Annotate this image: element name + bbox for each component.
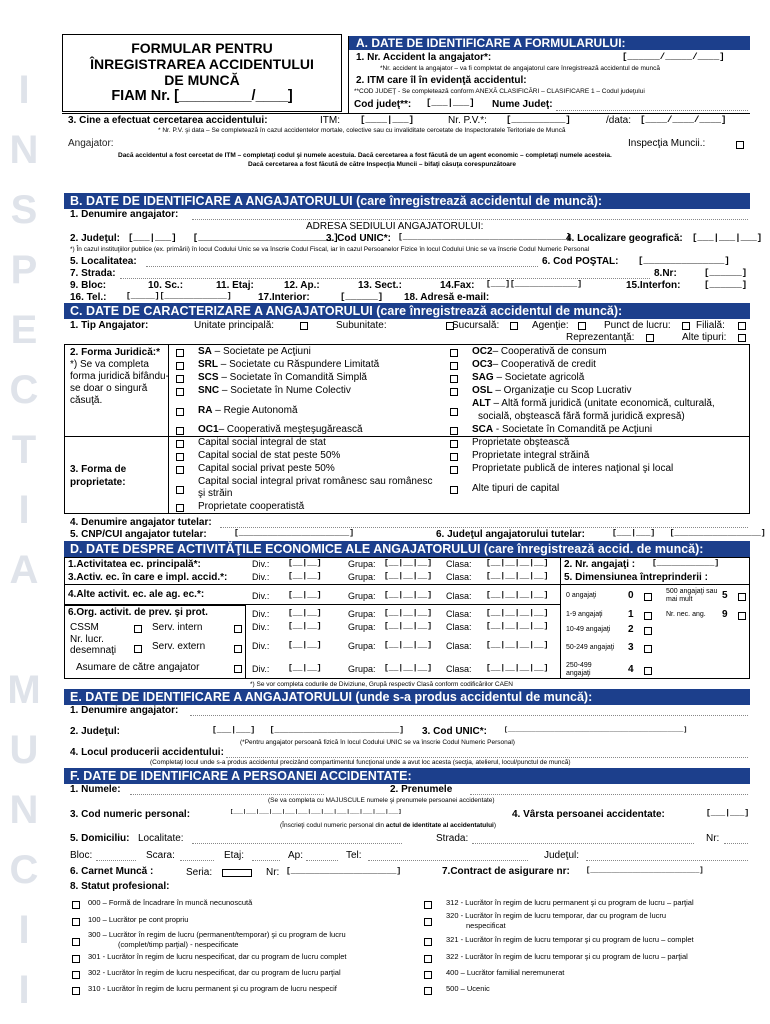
clasa-label: Clasa:: [446, 609, 472, 619]
clasa-input[interactable]: [__|__|__|__]: [486, 622, 549, 631]
fp-privat50-checkbox[interactable]: [176, 466, 184, 474]
locul-line[interactable]: [226, 757, 748, 758]
fj-oc2: OC2– Cooperativă de consum: [472, 346, 607, 357]
fp-stat: Capital social integral de stat: [198, 437, 326, 448]
sucursala-checkbox[interactable]: [510, 322, 518, 330]
localitate-line[interactable]: [192, 843, 402, 844]
scara-label: Scara:: [146, 850, 175, 861]
fj-oc3: OC3– Cooperativă de credit: [472, 359, 596, 370]
forma-note-line: *) Se va completa: [70, 359, 149, 370]
ap-label: 12. Ap.:: [284, 280, 320, 291]
cercetare-label: 3. Cine a efectuat cercetarea accidentului:: [68, 115, 268, 126]
div-label: Div.:: [252, 559, 270, 569]
grupa-label: Grupa:: [348, 559, 376, 569]
fp-coop: Proprietate cooperatistă: [198, 501, 305, 512]
forma-proprietate-label: 3. Forma de proprietate:: [70, 464, 127, 488]
cod-unic-input[interactable]: [__________________________________]: [398, 233, 571, 242]
tel-line[interactable]: [368, 860, 528, 861]
strada-line[interactable]: [120, 278, 650, 279]
statut-320: 320 - Lucrător în regim de lucru temporar, dar cu program de lucru: [446, 911, 667, 920]
clasa-label: Clasa:: [446, 572, 472, 582]
statut-301: 301 - Lucrător în regim de lucru nespecificat, dar cu program de lucru complet: [88, 952, 347, 961]
forma-note-line: forma juridică bifându-: [70, 371, 169, 382]
agentie-checkbox[interactable]: [578, 322, 586, 330]
tip-subunitate: Subunitate:: [336, 320, 387, 331]
statut-500: 500 – Ucenic: [446, 984, 490, 993]
clasa-input[interactable]: [__|__|__|__]: [486, 572, 549, 581]
fj-sca: SCA - Societate în Comandită pe Acţiuni: [472, 424, 653, 435]
nr-lucr-checkbox[interactable]: [134, 645, 142, 653]
dim-9-code: 9: [722, 609, 728, 620]
grupa-input[interactable]: [__|__|__]: [384, 559, 433, 568]
e-denumire-label: 1. Denumire angajator:: [70, 705, 179, 716]
serv-extern-checkbox[interactable]: [234, 645, 242, 653]
clasa-label: Clasa:: [446, 641, 472, 651]
bloc-line[interactable]: [96, 860, 136, 861]
section-e-header: E. DATE DE IDENTIFICARE A ANGAJATORULUI (unde s-a produs accidentul de muncă):: [64, 689, 750, 705]
statut-321-checkbox[interactable]: [424, 938, 432, 946]
grupa-label: Grupa:: [348, 664, 376, 674]
bloc-label: Bloc:: [70, 850, 93, 861]
scara-line[interactable]: [180, 860, 214, 861]
clasa-label: Clasa:: [446, 622, 472, 632]
itm-label: ITM:: [320, 115, 340, 126]
judet-input[interactable]: [___|___] [_________________________]: [128, 233, 339, 243]
forma-juridica-label: 2. Forma Juridică:*: [70, 347, 161, 358]
fp-privat50: Capital social privat peste 50%: [198, 463, 335, 474]
nr-angajati-input[interactable]: [____________]: [652, 559, 720, 568]
nr-pv-label: Nr. P.V.*:: [448, 115, 487, 126]
forma-note-line: se doar o singură: [70, 383, 148, 394]
contract-label: 7.Contract de asigurare nr:: [442, 866, 570, 877]
div-input[interactable]: [__|__]: [288, 609, 322, 618]
carnet-label: 6. Carnet Muncă :: [70, 866, 154, 877]
section-b-header: B. DATE DE IDENTIFICARE A ANGAJATORULUI (care înregistrează accidentul de muncă):: [64, 193, 750, 209]
fj-sa: SA – Societate pe Acţiuni: [198, 346, 311, 357]
dim-9-label: Nr. nec. ang.: [666, 611, 706, 618]
judet-tutelar-label: 6. Judeţul angajatorului tutelar:: [436, 529, 585, 540]
data-label: /data:: [606, 115, 632, 126]
fp-publica: Proprietate publică de interes naţional şi local: [472, 463, 674, 474]
section-f-header: F. DATE DE IDENTIFICARE A PERSOANEI ACCIDENTATE:: [64, 768, 750, 784]
punct-lucru-checkbox[interactable]: [682, 322, 690, 330]
localizare-input[interactable]: [___|___|___]: [692, 233, 763, 243]
div-input[interactable]: [__|__]: [288, 641, 322, 650]
activitate-principala-label: 1.Activitatea ec. principală*:: [68, 559, 201, 570]
cnp-tutelar-label: 5. CNP/CUI angajator tutelar:: [70, 529, 207, 540]
fp-straina: Proprietate integral străină: [472, 450, 590, 461]
unitate-principala-checkbox[interactable]: [300, 322, 308, 330]
grupa-input[interactable]: [__|__|__]: [384, 609, 433, 618]
judet-tutelar-input[interactable]: [___|___] [__________________]: [612, 529, 766, 538]
denumire-tutelar-line[interactable]: [220, 527, 748, 528]
grupa-label: Grupa:: [348, 609, 376, 619]
form-title: FORMULAR PENTRU ÎNREGISTRAREA ACCIDENTULUI DE MUNCĂ FIAM Nr. [_________/____]: [90, 40, 314, 104]
fp-stat50: Capital social de stat peste 50%: [198, 450, 341, 461]
statut-312-checkbox[interactable]: [424, 901, 432, 909]
cnp-note: (Înscrieţi codul numeric personal din actul de identitate al accidentatului): [280, 822, 497, 829]
fp-straina-checkbox[interactable]: [450, 453, 458, 461]
varsta-input[interactable]: [___|___]: [706, 809, 750, 818]
fj-alt-cont: socială, obştească fără formă juridică expresă): [478, 411, 685, 422]
dim-3-label: 50-249 angajaţi: [566, 644, 615, 651]
judetul-line[interactable]: [586, 860, 748, 861]
sect-label: 13. Sect.:: [358, 280, 402, 291]
interfon-input[interactable]: [______]: [704, 280, 748, 290]
domiciliu-nr-label: Nr:: [706, 833, 720, 844]
prenumele-label: 2. Prenumele: [390, 784, 453, 795]
dim-3-code: 3: [628, 642, 634, 653]
angajator-label: Angajator:: [68, 138, 114, 149]
tel-label: 16. Tel.:: [70, 292, 107, 303]
statut-322-checkbox[interactable]: [424, 955, 432, 963]
fp-privat-cont: şi străin: [198, 488, 233, 499]
section-d-header: D. DATE DESPRE ACTIVITĂŢILE ECONOMICE ALE ANGAJATORULUI (care înregistrează accid. de muncă):: [64, 541, 750, 557]
fj-sca-checkbox[interactable]: [450, 427, 458, 435]
grupa-label: Grupa:: [348, 572, 376, 582]
ap-line[interactable]: [306, 860, 338, 861]
dim-5-code: 5: [722, 590, 728, 601]
statut-310-checkbox[interactable]: [72, 987, 80, 995]
clasa-input[interactable]: [__|__|__|__]: [486, 559, 549, 568]
e-judet-label: 2. Judeţul:: [70, 726, 121, 737]
dim-0-checkbox[interactable]: [644, 593, 652, 601]
statut-400-checkbox[interactable]: [424, 971, 432, 979]
statut-400: 400 – Lucrător familial neremunerat: [446, 968, 565, 977]
div-input[interactable]: [__|__]: [288, 664, 322, 673]
dim-4-checkbox[interactable]: [644, 667, 652, 675]
fp-obsteasca-checkbox[interactable]: [450, 440, 458, 448]
nr-angajati-label: 2. Nr. angajaţi :: [564, 559, 636, 570]
div-input[interactable]: [__|__]: [288, 559, 322, 568]
prenumele-line[interactable]: [470, 794, 748, 795]
tip-filiala: Filială:: [696, 320, 725, 331]
itm-input[interactable]: [____|___]: [360, 115, 415, 125]
cod-postal-label: 6. Cod POŞTAL:: [542, 256, 619, 267]
statut-100-checkbox[interactable]: [72, 918, 80, 926]
statut-302-checkbox[interactable]: [72, 971, 80, 979]
div-label: Div.:: [252, 609, 270, 619]
fj-osl: OSL – Organizaţie cu Scop Lucrativ: [472, 385, 632, 396]
denumire-angajator-line[interactable]: [192, 219, 748, 220]
statut-300-cont: (complet/timp parţial) - nespecificate: [118, 940, 239, 949]
inspectia-label: Inspecţia Muncii.:: [628, 138, 706, 149]
pv-note: * Nr. P.V. şi data – Se completează în cazul accidentelor mortale, colective sau cu invaliditate cercetate de Inspectoratele Teritoriale de Muncă: [158, 127, 566, 134]
activitate-accident-label: 3.Activ. ec. în care e impl. accid.*:: [68, 572, 228, 583]
dim-2-label: 10-49 angajaţi: [566, 626, 611, 633]
clasa-input[interactable]: [__|__|__|__]: [486, 641, 549, 650]
div-input[interactable]: [__|__]: [288, 591, 322, 600]
grupa-label: Grupa:: [348, 591, 376, 601]
fj-alt-checkbox[interactable]: [450, 408, 458, 416]
reprezentanta-checkbox[interactable]: [646, 334, 654, 342]
fj-scs-checkbox[interactable]: [176, 375, 184, 383]
statut-000: 000 – Formă de încadrare în muncă necunoscută: [88, 898, 253, 907]
dim-4-code: 4: [628, 664, 634, 675]
cod-unic-label: 3. Cod UNIC*:: [326, 233, 391, 244]
etaj-label: 11. Etaj:: [216, 280, 254, 291]
fp-alte-checkbox[interactable]: [450, 486, 458, 494]
asumare-checkbox[interactable]: [234, 665, 242, 673]
etaj-line[interactable]: [252, 860, 280, 861]
fax-input[interactable]: [___][_____________]: [486, 280, 583, 289]
dim-1-code: 1: [628, 609, 634, 620]
div-input[interactable]: [__|__]: [288, 572, 322, 581]
statut-312: 312 - Lucrător în regim de lucru permanent şi cu program de lucru – parţial: [446, 898, 694, 907]
dim-1-checkbox[interactable]: [644, 612, 652, 620]
nr-input[interactable]: [______]: [704, 268, 748, 278]
fj-srl-checkbox[interactable]: [176, 362, 184, 370]
fp-privat-checkbox[interactable]: [176, 486, 184, 494]
fj-sag-checkbox[interactable]: [450, 375, 458, 383]
inspectia-checkbox[interactable]: [736, 141, 744, 149]
fj-oc2-checkbox[interactable]: [450, 349, 458, 357]
grupa-label: Grupa:: [348, 641, 376, 651]
carnet-nr-label: Nr:: [266, 867, 280, 878]
majuscule-note: (Se va completa cu MAJUSCULE numele şi prenumele persoanei accidentate): [268, 797, 495, 804]
localizare-label: 4. Localizare geografică:: [566, 233, 683, 244]
dim-9-checkbox[interactable]: [738, 612, 746, 620]
ap-label: Ap:: [288, 850, 304, 861]
accident-nr-note: *Nr. accident la angajator – va fi completat de angajatorul care înregistrează accidentul de muncă: [380, 65, 661, 72]
strada-line[interactable]: [472, 843, 694, 844]
fj-sa-checkbox[interactable]: [176, 349, 184, 357]
email-label: 18. Adresă e-mail:: [404, 292, 490, 303]
fj-oc1-checkbox[interactable]: [176, 427, 184, 435]
localitate-label: Localitate:: [138, 833, 184, 844]
statut-302: 302 - Lucrător în regim de lucru nespecificat, dar cu program de lucru parţial: [88, 968, 341, 977]
clasa-input[interactable]: [__|__|__|__]: [486, 591, 549, 600]
dim-1-label: 1-9 angajaţi: [566, 611, 603, 618]
dimensiune-label: 5. Dimensiunea întreprinderii :: [564, 572, 708, 583]
caen-note: *) Se vor completa codurile de Diviziune, Grupă respectiv Clasă conform codificărilor CAEN: [250, 681, 513, 688]
dim-0-code: 0: [628, 590, 634, 601]
fj-scs: SCS – Societate în Comandită Simplă: [198, 372, 367, 383]
tip-agentie: Agenţie:: [532, 320, 569, 331]
domiciliu-label: 5. Domiciliu:: [70, 833, 130, 844]
clasa-label: Clasa:: [446, 559, 472, 569]
statut-322: 322 - Lucrător în regim de lucru temporar şi cu program de lucru – parţial: [446, 952, 688, 961]
dim-5-checkbox[interactable]: [738, 593, 746, 601]
tip-angajator-label: 1. Tip Angajator:: [70, 320, 149, 331]
cssm-label: CSSM: [70, 622, 99, 633]
dim-3-checkbox[interactable]: [644, 645, 652, 653]
tip-punct-lucru: Punct de lucru:: [604, 320, 671, 331]
bloc-label: 9. Bloc:: [70, 280, 107, 291]
grupa-input[interactable]: [__|__|__]: [384, 591, 433, 600]
judetul-label: Judeţul:: [544, 850, 580, 861]
fj-srl: SRL – Societate cu Răspundere Limitată: [198, 359, 380, 370]
org-label: 6.Org. activit. de prev. şi prot.: [68, 607, 208, 618]
tel-input[interactable]: [_____][_____________]: [126, 292, 232, 301]
statut-label: 8. Statut profesional:: [70, 881, 170, 892]
denumire-angajator-label: 1. Denumire angajator:: [70, 209, 179, 220]
statut-320-checkbox[interactable]: [424, 918, 432, 926]
strada-label: Strada:: [436, 833, 469, 844]
seria-label: Seria:: [186, 867, 213, 878]
asumare-label: Asumare de către angajator: [76, 662, 200, 673]
fp-stat50-checkbox[interactable]: [176, 453, 184, 461]
serv-intern-checkbox[interactable]: [234, 625, 242, 633]
section-c-header: C. DATE DE CARACTERIZARE A ANGAJATORULUI (care înregistrează accidentul de muncă):: [64, 303, 750, 319]
numele-line[interactable]: [130, 794, 324, 795]
seria-box[interactable]: [222, 869, 252, 877]
fj-oc3-checkbox[interactable]: [450, 362, 458, 370]
fj-ra: RA – Regie Autonomă: [198, 405, 298, 416]
grupa-label: Grupa:: [348, 622, 376, 632]
interfon-label: 15.Interfon:: [626, 280, 681, 291]
forma-note-line: căsuţă.: [70, 395, 103, 406]
domiciliu-nr-line[interactable]: [724, 843, 748, 844]
carnet-nr-input[interactable]: [______________________]: [286, 867, 402, 876]
numele-label: 1. Numele:: [70, 784, 121, 795]
statut-301-checkbox[interactable]: [72, 955, 80, 963]
dim-2-code: 2: [628, 624, 634, 635]
nr-pv-input[interactable]: [__________]: [506, 115, 571, 125]
statut-321: 321 - Lucrător în regim de lucru temporar şi cu program de lucru – complet: [446, 935, 694, 944]
cnp-tutelar-input[interactable]: [_______________________]: [234, 529, 355, 538]
fj-sag: SAG – Societate agricolă: [472, 372, 585, 383]
itm-evidence-label: 2. ITM care îl în evidenţă accidentul:: [356, 75, 527, 86]
localitatea-label: 5. Localitatea:: [70, 256, 137, 267]
div-input[interactable]: [__|__]: [288, 622, 322, 631]
cod-unic-note: *) În cazul instituţiilor publice (ex. primării) în locul Codului Unic se va înscrie Codul Fiscal, iar în cazul Persoanelor Fizice în locul Codului Unic se va înscrie Codul Numeric Personal: [70, 246, 590, 253]
denumire-tutelar-label: 4. Denumire angajator tutelar:: [70, 517, 212, 528]
serv-intern-label: Serv. intern: [152, 622, 203, 633]
tip-sucursala: Sucursală:: [452, 320, 500, 331]
fj-snc: SNC – Societate în Nume Colectiv: [198, 385, 351, 396]
tip-unitate-principala: Unitate principală:: [194, 320, 275, 331]
nume-judet-line[interactable]: [556, 110, 748, 111]
statut-320-cont: nespecificat: [466, 921, 506, 930]
fj-osl-checkbox[interactable]: [450, 388, 458, 396]
fp-publica-checkbox[interactable]: [450, 466, 458, 474]
e-cod-unic-label: 3. Cod UNIC*:: [422, 726, 487, 737]
strada-label: 7. Strada:: [70, 268, 116, 279]
tel-label: Tel:: [346, 850, 362, 861]
filiala-checkbox[interactable]: [738, 322, 746, 330]
statut-310: 310 - Lucrător în regim de lucru permanent şi cu program de lucru nespecif: [88, 984, 337, 993]
cod-judet-label: Cod judeţ**:: [354, 99, 412, 110]
alte-tipuri-checkbox[interactable]: [738, 334, 746, 342]
e-denumire-line[interactable]: [190, 715, 748, 716]
data-input[interactable]: [____/____/____]: [640, 115, 727, 125]
fj-snc-checkbox[interactable]: [176, 388, 184, 396]
clasa-label: Clasa:: [446, 591, 472, 601]
fj-ra-checkbox[interactable]: [176, 408, 184, 416]
contract-input[interactable]: [__________________________]: [586, 867, 704, 875]
locul-note: (Completaţi locul unde s-a produs accidentul precizând compartimentul funcţional unde a avut loc acesta (secţia, atelierul, locul/punctul de muncă): [150, 759, 571, 766]
cercetare-note-2: Dacă cercetarea a fost făcută de către Inspecţia Muncii – bifaţi căsuţa corespunzătoare: [248, 161, 517, 168]
localitatea-line[interactable]: [146, 266, 538, 267]
grupa-input[interactable]: [__|__|__]: [384, 641, 433, 650]
statut-000-checkbox[interactable]: [72, 901, 80, 909]
fp-coop-checkbox[interactable]: [176, 504, 184, 512]
fax-label: 14.Fax:: [440, 280, 475, 291]
interior-label: 17.Interior:: [258, 292, 310, 303]
statut-300-checkbox[interactable]: [72, 938, 80, 946]
nume-judet-label: Nume Judeţ:: [492, 99, 553, 110]
accident-nr-input[interactable]: [______/_____/____]: [622, 52, 725, 62]
varsta-label: 4. Vârsta persoanei accidentate:: [512, 809, 665, 820]
fp-privat: Capital social integral privat românesc sau românesc: [198, 476, 433, 487]
div-label: Div.:: [252, 641, 270, 651]
fj-oc1: OC1– Cooperativă meşteşugărească: [198, 424, 363, 435]
tip-reprezentanta: Reprezentanţă:: [566, 332, 635, 343]
clasa-input[interactable]: [__|__|__|__]: [486, 609, 549, 618]
clasa-input[interactable]: [__|__|__|__]: [486, 664, 549, 673]
fp-alte: Alte tipuri de capital: [472, 483, 560, 494]
scara-label: 10. Sc.:: [148, 280, 184, 291]
alte-activitati-label: 4.Alte activit. ec. ale ag. ec.*:: [68, 589, 205, 600]
statut-500-checkbox[interactable]: [424, 987, 432, 995]
cnp-label: 3. Cod numeric personal:: [70, 809, 191, 820]
div-label: Div.:: [252, 591, 270, 601]
judet-label: 2. Judeţul:: [70, 233, 121, 244]
div-label: Div.:: [252, 664, 270, 674]
accident-nr-label: 1. Nr. Accident la angajator*:: [356, 52, 492, 63]
dim-0-label: 0 angajaţi: [566, 592, 597, 599]
div-label: Div.:: [252, 622, 270, 632]
grupa-input[interactable]: [__|__|__]: [384, 664, 433, 673]
watermark: I N S P E C T I A M U N C I I: [7, 68, 41, 1012]
fp-obsteasca: Proprietate obştească: [472, 437, 570, 448]
cod-judet-input[interactable]: [___|___]: [426, 98, 475, 108]
statut-300: 300 – Lucrător în regim de lucru (permanent/temporar) şi cu program de lucru: [88, 930, 346, 939]
div-label: Div.:: [252, 572, 270, 582]
adresa-sediului-heading: ADRESA SEDIULUI ANGAJATORULUI:: [306, 221, 484, 232]
statut-100: 100 – Lucrător pe cont propriu: [88, 915, 189, 924]
clasa-label: Clasa:: [446, 664, 472, 674]
interior-input[interactable]: [______]: [340, 292, 384, 302]
grupa-input[interactable]: [__|__|__]: [384, 572, 433, 581]
cercetare-note-1: Dacă accidentul a fost cercetat de ITM – completaţi codul şi numele acestuia. Dacă cercetarea a fost făcută de un agent economic – completaţi numele acesteia.: [118, 152, 612, 159]
dim-4-label: 250-499 angajaţi: [566, 662, 592, 677]
cod-judet-note: **COD JUDEŢ - Se completează conform ANEXĂ CLASIFICĂRI – CLASIFICARE 1 – Codul judeţului: [354, 88, 645, 95]
etaj-label: Etaj:: [224, 850, 245, 861]
section-a-header: A. DATE DE IDENTIFICARE A FORMULARULUI:: [348, 36, 750, 50]
nr-lucr-label: Nr. lucr. desemnaţi: [70, 634, 117, 656]
grupa-input[interactable]: [__|__|__]: [384, 622, 433, 631]
e-cod-unic-input[interactable]: [_____________________________________________]: [504, 726, 688, 733]
tip-alte: Alte tipuri:: [682, 332, 727, 343]
cssm-checkbox[interactable]: [134, 625, 142, 633]
nr-label: 8.Nr:: [654, 268, 677, 279]
cod-postal-input[interactable]: [_______________]: [638, 256, 730, 266]
dim-2-checkbox[interactable]: [644, 627, 652, 635]
e-cod-note: (*Pentru angajator persoană fizică în locul Codului UNIC se va înscrie Codul Numeric Personal): [240, 739, 515, 746]
serv-extern-label: Serv. extern: [152, 641, 206, 652]
dim-5-label: 500 angajaţi sau mai mult: [666, 588, 718, 603]
locul-label: 4. Locul producerii accidentului:: [70, 747, 224, 758]
cnp-input[interactable]: [___|___|___|___|___|___|___|___|___|___|___|___|___]: [230, 809, 402, 815]
e-judet-input[interactable]: [___|___] [__________________________]: [212, 726, 405, 735]
fj-alt: ALT – Altă formă juridică (unitate economică, culturală,: [472, 398, 715, 409]
fp-stat-checkbox[interactable]: [176, 440, 184, 448]
